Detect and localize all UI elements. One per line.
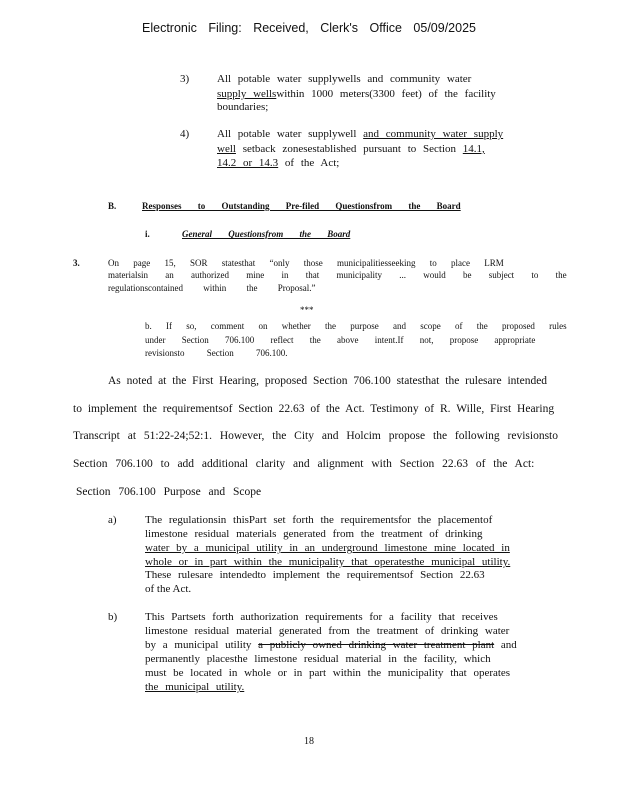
item-b-line3-b: and [494,639,517,651]
question-3-line3: regulationscontained within the Proposal.” [108,283,316,293]
deleted-text: a publicly owned drinking water treatment plant [258,639,495,651]
item-a-line6: of the Act. [145,583,192,595]
list-item-4-line3-a: of the Act; [278,157,340,169]
inserted-text: and community water supply [363,128,504,140]
item-b-line2: limestone residual material generated from the treatment of drinking water [145,625,510,637]
list-item-3-line1: All potable water supplywells and community water [217,73,472,85]
section-b-title: Responses to Outstanding Pre-filed Questionsfrom the Board [142,201,461,211]
inserted-text: 14.1, [462,143,485,155]
response-line4: Section 706.100 to add additional clarity and alignment with Section 22.63 of the Act: [73,458,535,470]
list-item-4-line2-a: setback zonesestablished pursuant to Section [235,143,463,155]
item-a-line2: limestone residual materials generated from the treatment of drinking [145,528,483,540]
item-b-line1: This Partsets forth authorization requirements for a facility that receives [145,611,498,623]
item-b-line6: the municipal utility. [145,681,245,693]
inserted-text: 14.2 or 14.3 [217,157,279,169]
item-a-line5: These rulesare intendedto implement the requirementsof Section 22.63 [145,569,485,581]
list-item-4-line2 [217,143,485,155]
response-line3: Transcript at 51:22-24;52:1. However, the City and Holcim propose the following revisionsto [73,430,558,442]
list-item-4-number: 4) [180,128,190,140]
inserted-text: well [217,143,236,155]
question-3b-line1: b. If so, comment on whether the purpose and scope of the proposed rules [145,321,567,331]
question-3-line1: On page 15, SOR statesthat “only those municipalitiesseeking to place LRM [108,258,504,268]
page-number: 18 [304,736,314,747]
item-b-line3-a: by a municipal utility [145,639,259,651]
list-item-4-line1 [217,128,503,140]
section-706-heading: Section 706.100 Purpose and Scope [76,486,262,498]
response-line2: to implement the requirementsof Section 22.63 of the Act. Testimony of R. Wille, First Hearing [73,403,555,415]
separator-asterisks: *** [300,305,314,315]
item-a-line1: The regulationsin thisPart set forth the requirementsfor the placementof [145,514,493,526]
question-3b-line2: under Section 706.100 reflect the above intent.If not, propose appropriate [145,335,536,345]
response-line1: As noted at the First Hearing, proposed Section 706.100 statesthat the rulesare intended [108,375,548,387]
item-a-number: a) [108,514,117,526]
item-b-line3 [145,639,517,651]
item-a-line4: whole or in part within the municipality that operatesthe municipal utility. [145,556,511,568]
item-a-line3: water by a municipal utility in an underground limestone mine located in [145,542,510,554]
item-b-line5: must be located in whole or in part within the municipality that operates [145,667,511,679]
question-3-number: 3. [73,258,80,268]
subsection-i-title: General Questionsfrom the Board [182,229,351,239]
item-b-line4: permanently placesthe limestone residual material in the facility, which [145,653,491,665]
subsection-i-number: i. [145,229,150,239]
inserted-text: supply wells [217,88,277,100]
list-item-3-line3: boundaries; [217,101,269,113]
question-3b-line3: revisionsto Section 706.100. [145,348,288,358]
item-b-number: b) [108,611,118,623]
list-item-4-line1-a: All potable water supplywell [217,128,364,140]
filing-stamp-header: Electronic Filing: Received, Clerk's Office 05/09/2025 [142,21,476,35]
list-item-3-line2-rest: within 1000 meters(3300 feet) of the facility [276,88,496,100]
list-item-3-number: 3) [180,73,190,85]
section-b-letter: B. [108,201,117,211]
list-item-4-line3 [217,157,339,169]
list-item-3-line2 [217,88,496,100]
question-3-line2: materialsin an authorized mine in that municipality ... would be subject to the [108,270,567,280]
